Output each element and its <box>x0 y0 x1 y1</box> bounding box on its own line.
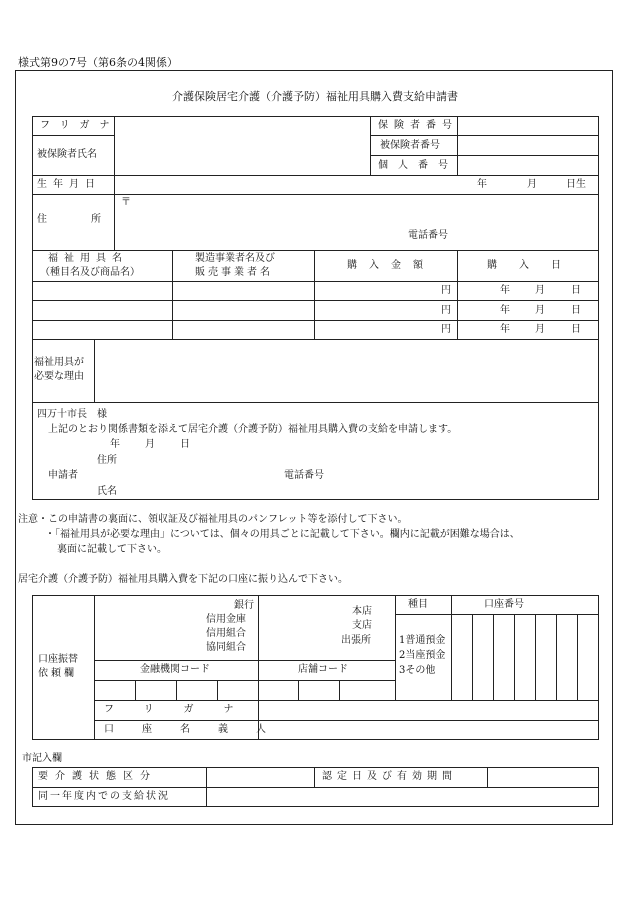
items-row-1-yen: 円 <box>441 285 451 296</box>
kind-1: 2当座預金 <box>399 650 446 661</box>
items-row-3-day: 日 <box>571 324 581 335</box>
branch-type-2: 出張所 <box>341 635 371 646</box>
items-col1-line1: 福祉用具名 <box>48 253 128 264</box>
bank-furigana-label: フリガナ <box>104 704 264 715</box>
postal-mark: 〒 <box>121 197 131 208</box>
form-number: 様式第9の7号（第6条の4関係） <box>18 56 178 69</box>
city-use-header: 市記入欄 <box>22 753 62 764</box>
request-name-label: 氏名 <box>97 486 117 497</box>
branch-code-label: 店舗コード <box>298 664 348 675</box>
reason-label-1: 福祉用具が <box>34 357 84 368</box>
items-row-2-month: 月 <box>535 305 545 316</box>
items-row-3-month: 月 <box>535 324 545 335</box>
items-col4: 購入日 <box>487 260 583 271</box>
birth-month: 月 <box>527 179 537 190</box>
request-phone-label: 電話番号 <box>284 470 324 481</box>
request-day: 日 <box>180 439 190 450</box>
items-row-2-yen: 円 <box>441 305 451 316</box>
bank-type-2: 信用組合 <box>206 628 246 639</box>
branch-type-0: 本店 <box>352 606 372 617</box>
items-col3: 購入金額 <box>347 260 435 271</box>
request-year: 年 <box>110 439 120 450</box>
request-applicant-label: 申請者 <box>48 470 78 481</box>
bank-code-label: 金融機関コード <box>140 664 210 675</box>
items-col2-line2: 販売事業者名 <box>195 267 273 278</box>
transfer-intro: 居宅介護（介護予防）福祉用具購入費を下記の口座に振り込んで下さい。 <box>18 574 348 585</box>
items-col1-line2: （種目名及び商品名） <box>40 267 140 278</box>
insurer-number-label: 保険者番号 <box>378 120 458 131</box>
insured-number-label: 被保険者番号 <box>380 140 440 151</box>
cert-period-label: 認定日及び有効期間 <box>322 771 457 782</box>
note-3: 裏面に記載して下さい。 <box>57 544 167 555</box>
birthdate-label: 生年月日 <box>37 179 101 190</box>
reason-label-2: 必要な理由 <box>34 371 84 382</box>
items-row-1-month: 月 <box>535 285 545 296</box>
note-2: ・「福祉用具が必要な理由」については、個々の用具ごとに記載して下さい。欄内に記載が困難な場合は、 <box>45 529 520 540</box>
kind-2: 3その他 <box>399 665 436 676</box>
bank-label-1: 口座振替 <box>38 654 78 665</box>
items-row-1-day: 日 <box>571 285 581 296</box>
items-row-3-yen: 円 <box>441 324 451 335</box>
personal-number-label: 個人番号 <box>378 160 458 171</box>
note-1: 注意・この申請書の裏面に、領収証及び福祉用具のパンフレット等を添付して下さい。 <box>18 514 408 525</box>
form-title: 介護保険居宅介護（介護予防）福祉用具購入費支給申請書 <box>172 90 458 103</box>
request-addressee: 四万十市長 様 <box>37 409 107 420</box>
kind-0: 1普通預金 <box>399 635 446 646</box>
request-address-label: 住所 <box>97 455 117 466</box>
branch-type-1: 支店 <box>352 620 372 631</box>
care-level-label: 要介護状態区分 <box>38 771 157 782</box>
request-statement: 上記のとおり関係書類を添えて居宅介護（介護予防）福祉用具購入費の支給を申請します。 <box>48 424 458 435</box>
birth-day-suffix: 日生 <box>566 179 586 190</box>
bank-type-1: 信用金庫 <box>206 614 246 625</box>
address-phone-label: 電話番号 <box>408 230 448 241</box>
account-holder-label: 口座名義人 <box>104 724 294 735</box>
request-box <box>32 402 599 500</box>
bank-type-0: 銀行 <box>234 600 254 611</box>
items-row-3-year: 年 <box>500 324 510 335</box>
request-month: 月 <box>145 439 155 450</box>
account-number-header: 口座番号 <box>484 599 524 610</box>
bank-label-2: 依頼欄 <box>38 668 77 679</box>
items-row-2-day: 日 <box>571 305 581 316</box>
applicant-table <box>32 116 599 251</box>
items-col2-line1: 製造事業者名及び <box>195 253 275 264</box>
items-row-1-year: 年 <box>500 285 510 296</box>
address-label: 住所 <box>37 214 145 225</box>
payment-status-label: 同一年度内での支給状況 <box>38 791 170 802</box>
items-row-2-year: 年 <box>500 305 510 316</box>
insured-name-label: 被保険者氏名 <box>37 149 97 160</box>
furigana-label: フリガナ <box>40 120 120 131</box>
kind-header: 種目 <box>408 599 428 610</box>
bank-type-3: 協同組合 <box>206 642 246 653</box>
birth-year: 年 <box>477 179 487 190</box>
reason-box <box>32 339 599 403</box>
